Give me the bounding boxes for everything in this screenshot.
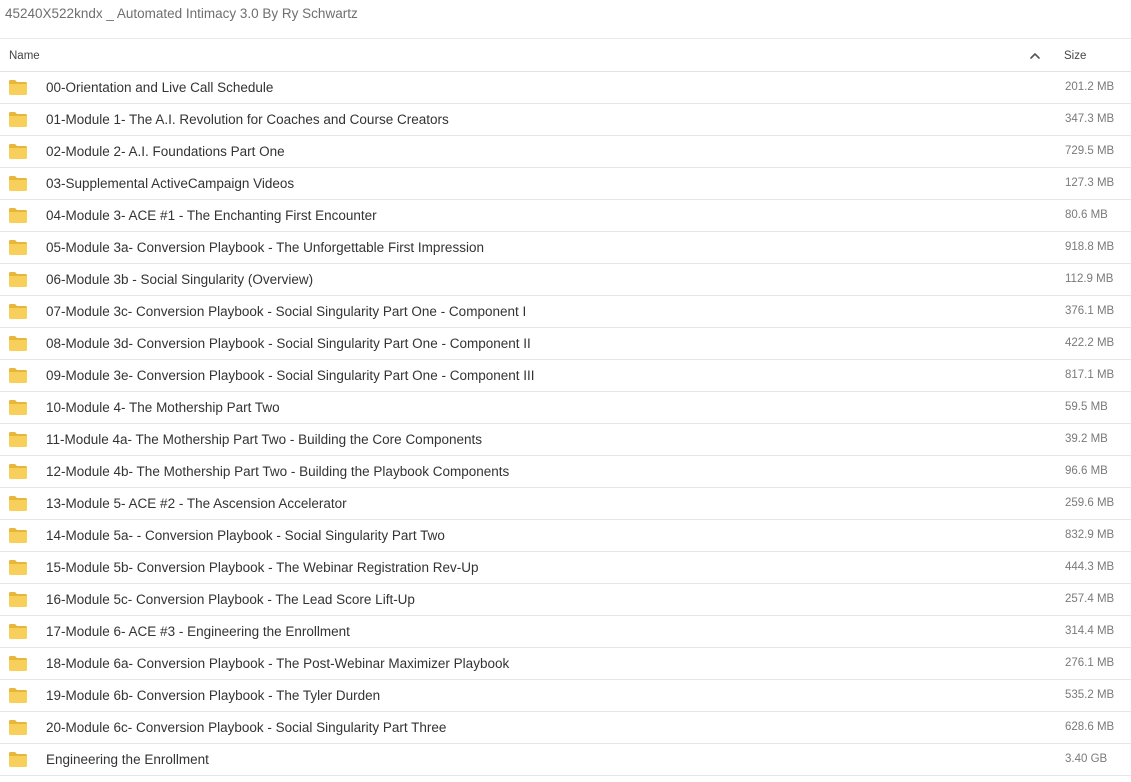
chevron-up-icon[interactable] [1029, 51, 1041, 61]
folder-icon [8, 143, 28, 160]
file-name[interactable]: 16-Module 5c- Conversion Playbook - The Lead Score Lift-Up [46, 592, 415, 607]
file-name[interactable]: 00-Orientation and Live Call Schedule [46, 80, 274, 95]
file-name[interactable]: 20-Module 6c- Conversion Playbook - Social Singularity Part Three [46, 720, 447, 735]
table-row[interactable] [0, 584, 1131, 616]
folder-icon [8, 495, 28, 512]
folder-icon [8, 431, 28, 448]
file-size: 535.2 MB [1065, 689, 1115, 701]
file-name[interactable]: 18-Module 6a- Conversion Playbook - The Post-Webinar Maximizer Playbook [46, 656, 510, 671]
table-row[interactable] [0, 488, 1131, 520]
table-row[interactable] [0, 104, 1131, 136]
file-name[interactable]: 19-Module 6b- Conversion Playbook - The Tyler Durden [46, 688, 381, 703]
table-row[interactable] [0, 424, 1131, 456]
file-name[interactable]: 08-Module 3d- Conversion Playbook - Social Singularity Part One - Component II [46, 336, 531, 351]
folder-icon [8, 239, 28, 256]
file-name[interactable]: 05-Module 3a- Conversion Playbook - The Unforgettable First Impression [46, 240, 484, 255]
table-row[interactable] [0, 392, 1131, 424]
file-name[interactable]: 04-Module 3- ACE #1 - The Enchanting First Encounter [46, 208, 377, 223]
file-name[interactable]: 11-Module 4a- The Mothership Part Two - Building the Core Components [46, 432, 482, 447]
folder-icon [8, 719, 28, 736]
file-size: 729.5 MB [1065, 145, 1115, 157]
folder-icon [8, 687, 28, 704]
file-name[interactable]: 14-Module 5a- - Conversion Playbook - Social Singularity Part Two [46, 528, 445, 543]
file-size: 314.4 MB [1065, 625, 1115, 637]
file-size: 832.9 MB [1065, 529, 1115, 541]
file-size: 59.5 MB [1065, 401, 1108, 413]
file-name[interactable]: 12-Module 4b- The Mothership Part Two - Building the Playbook Components [46, 464, 510, 479]
table-row[interactable] [0, 232, 1131, 264]
file-name[interactable]: 06-Module 3b - Social Singularity (Overview) [46, 272, 314, 287]
table-row[interactable] [0, 520, 1131, 552]
folder-icon [8, 303, 28, 320]
file-size: 259.6 MB [1065, 497, 1115, 509]
table-row[interactable] [0, 616, 1131, 648]
folder-icon [8, 463, 28, 480]
file-size: 3.40 GB [1065, 753, 1108, 765]
folder-icon [8, 335, 28, 352]
table-row[interactable] [0, 680, 1131, 712]
file-size: 257.4 MB [1065, 593, 1115, 605]
folder-icon [8, 79, 28, 96]
folder-icon [8, 751, 28, 768]
file-size: 444.3 MB [1065, 561, 1115, 573]
file-size: 628.6 MB [1065, 721, 1115, 733]
table-row[interactable] [0, 744, 1131, 776]
table-row[interactable] [0, 360, 1131, 392]
folder-icon [8, 207, 28, 224]
column-header-size[interactable]: Size [1064, 50, 1087, 62]
file-size: 80.6 MB [1065, 209, 1108, 221]
file-name[interactable]: 07-Module 3c- Conversion Playbook - Social Singularity Part One - Component I [46, 304, 527, 319]
folder-icon [8, 655, 28, 672]
folder-icon [8, 591, 28, 608]
file-rows [0, 72, 1131, 776]
table-header [0, 38, 1131, 72]
table-row[interactable] [0, 168, 1131, 200]
table-row[interactable] [0, 712, 1131, 744]
folder-icon [8, 527, 28, 544]
file-name[interactable]: 10-Module 4- The Mothership Part Two [46, 400, 280, 415]
file-name[interactable]: Engineering the Enrollment [46, 752, 209, 767]
table-row[interactable] [0, 552, 1131, 584]
file-size: 422.2 MB [1065, 337, 1115, 349]
file-size: 96.6 MB [1065, 465, 1108, 477]
file-name[interactable]: 03-Supplemental ActiveCampaign Videos [46, 176, 295, 191]
file-size: 127.3 MB [1065, 177, 1115, 189]
folder-icon [8, 271, 28, 288]
table-row[interactable] [0, 72, 1131, 104]
folder-icon [8, 367, 28, 384]
file-size: 817.1 MB [1065, 369, 1115, 381]
file-name[interactable]: 02-Module 2- A.I. Foundations Part One [46, 144, 285, 159]
file-size: 39.2 MB [1065, 433, 1108, 445]
file-size: 918.8 MB [1065, 241, 1115, 253]
column-header-name[interactable]: Name [9, 50, 40, 62]
folder-icon [8, 399, 28, 416]
file-name[interactable]: 09-Module 3e- Conversion Playbook - Social Singularity Part One - Component III [46, 368, 535, 383]
folder-icon [8, 623, 28, 640]
file-name[interactable]: 13-Module 5- ACE #2 - The Ascension Accelerator [46, 496, 347, 511]
folder-icon [8, 175, 28, 192]
table-row[interactable] [0, 200, 1131, 232]
table-row[interactable] [0, 296, 1131, 328]
file-size: 376.1 MB [1065, 305, 1115, 317]
file-name[interactable]: 15-Module 5b- Conversion Playbook - The Webinar Registration Rev-Up [46, 560, 479, 575]
page-title: 45240X522kndx _ Automated Intimacy 3.0 By Ry Schwartz [5, 6, 358, 21]
table-row[interactable] [0, 328, 1131, 360]
file-size: 201.2 MB [1065, 81, 1115, 93]
table-row[interactable] [0, 136, 1131, 168]
table-row[interactable] [0, 264, 1131, 296]
file-list-table [0, 38, 1131, 776]
table-row[interactable] [0, 456, 1131, 488]
folder-icon [8, 559, 28, 576]
file-name[interactable]: 01-Module 1- The A.I. Revolution for Coaches and Course Creators [46, 112, 449, 127]
file-size: 276.1 MB [1065, 657, 1115, 669]
file-name[interactable]: 17-Module 6- ACE #3 - Engineering the Enrollment [46, 624, 350, 639]
file-size: 347.3 MB [1065, 113, 1115, 125]
file-size: 112.9 MB [1065, 273, 1114, 285]
folder-icon [8, 111, 28, 128]
table-row[interactable] [0, 648, 1131, 680]
